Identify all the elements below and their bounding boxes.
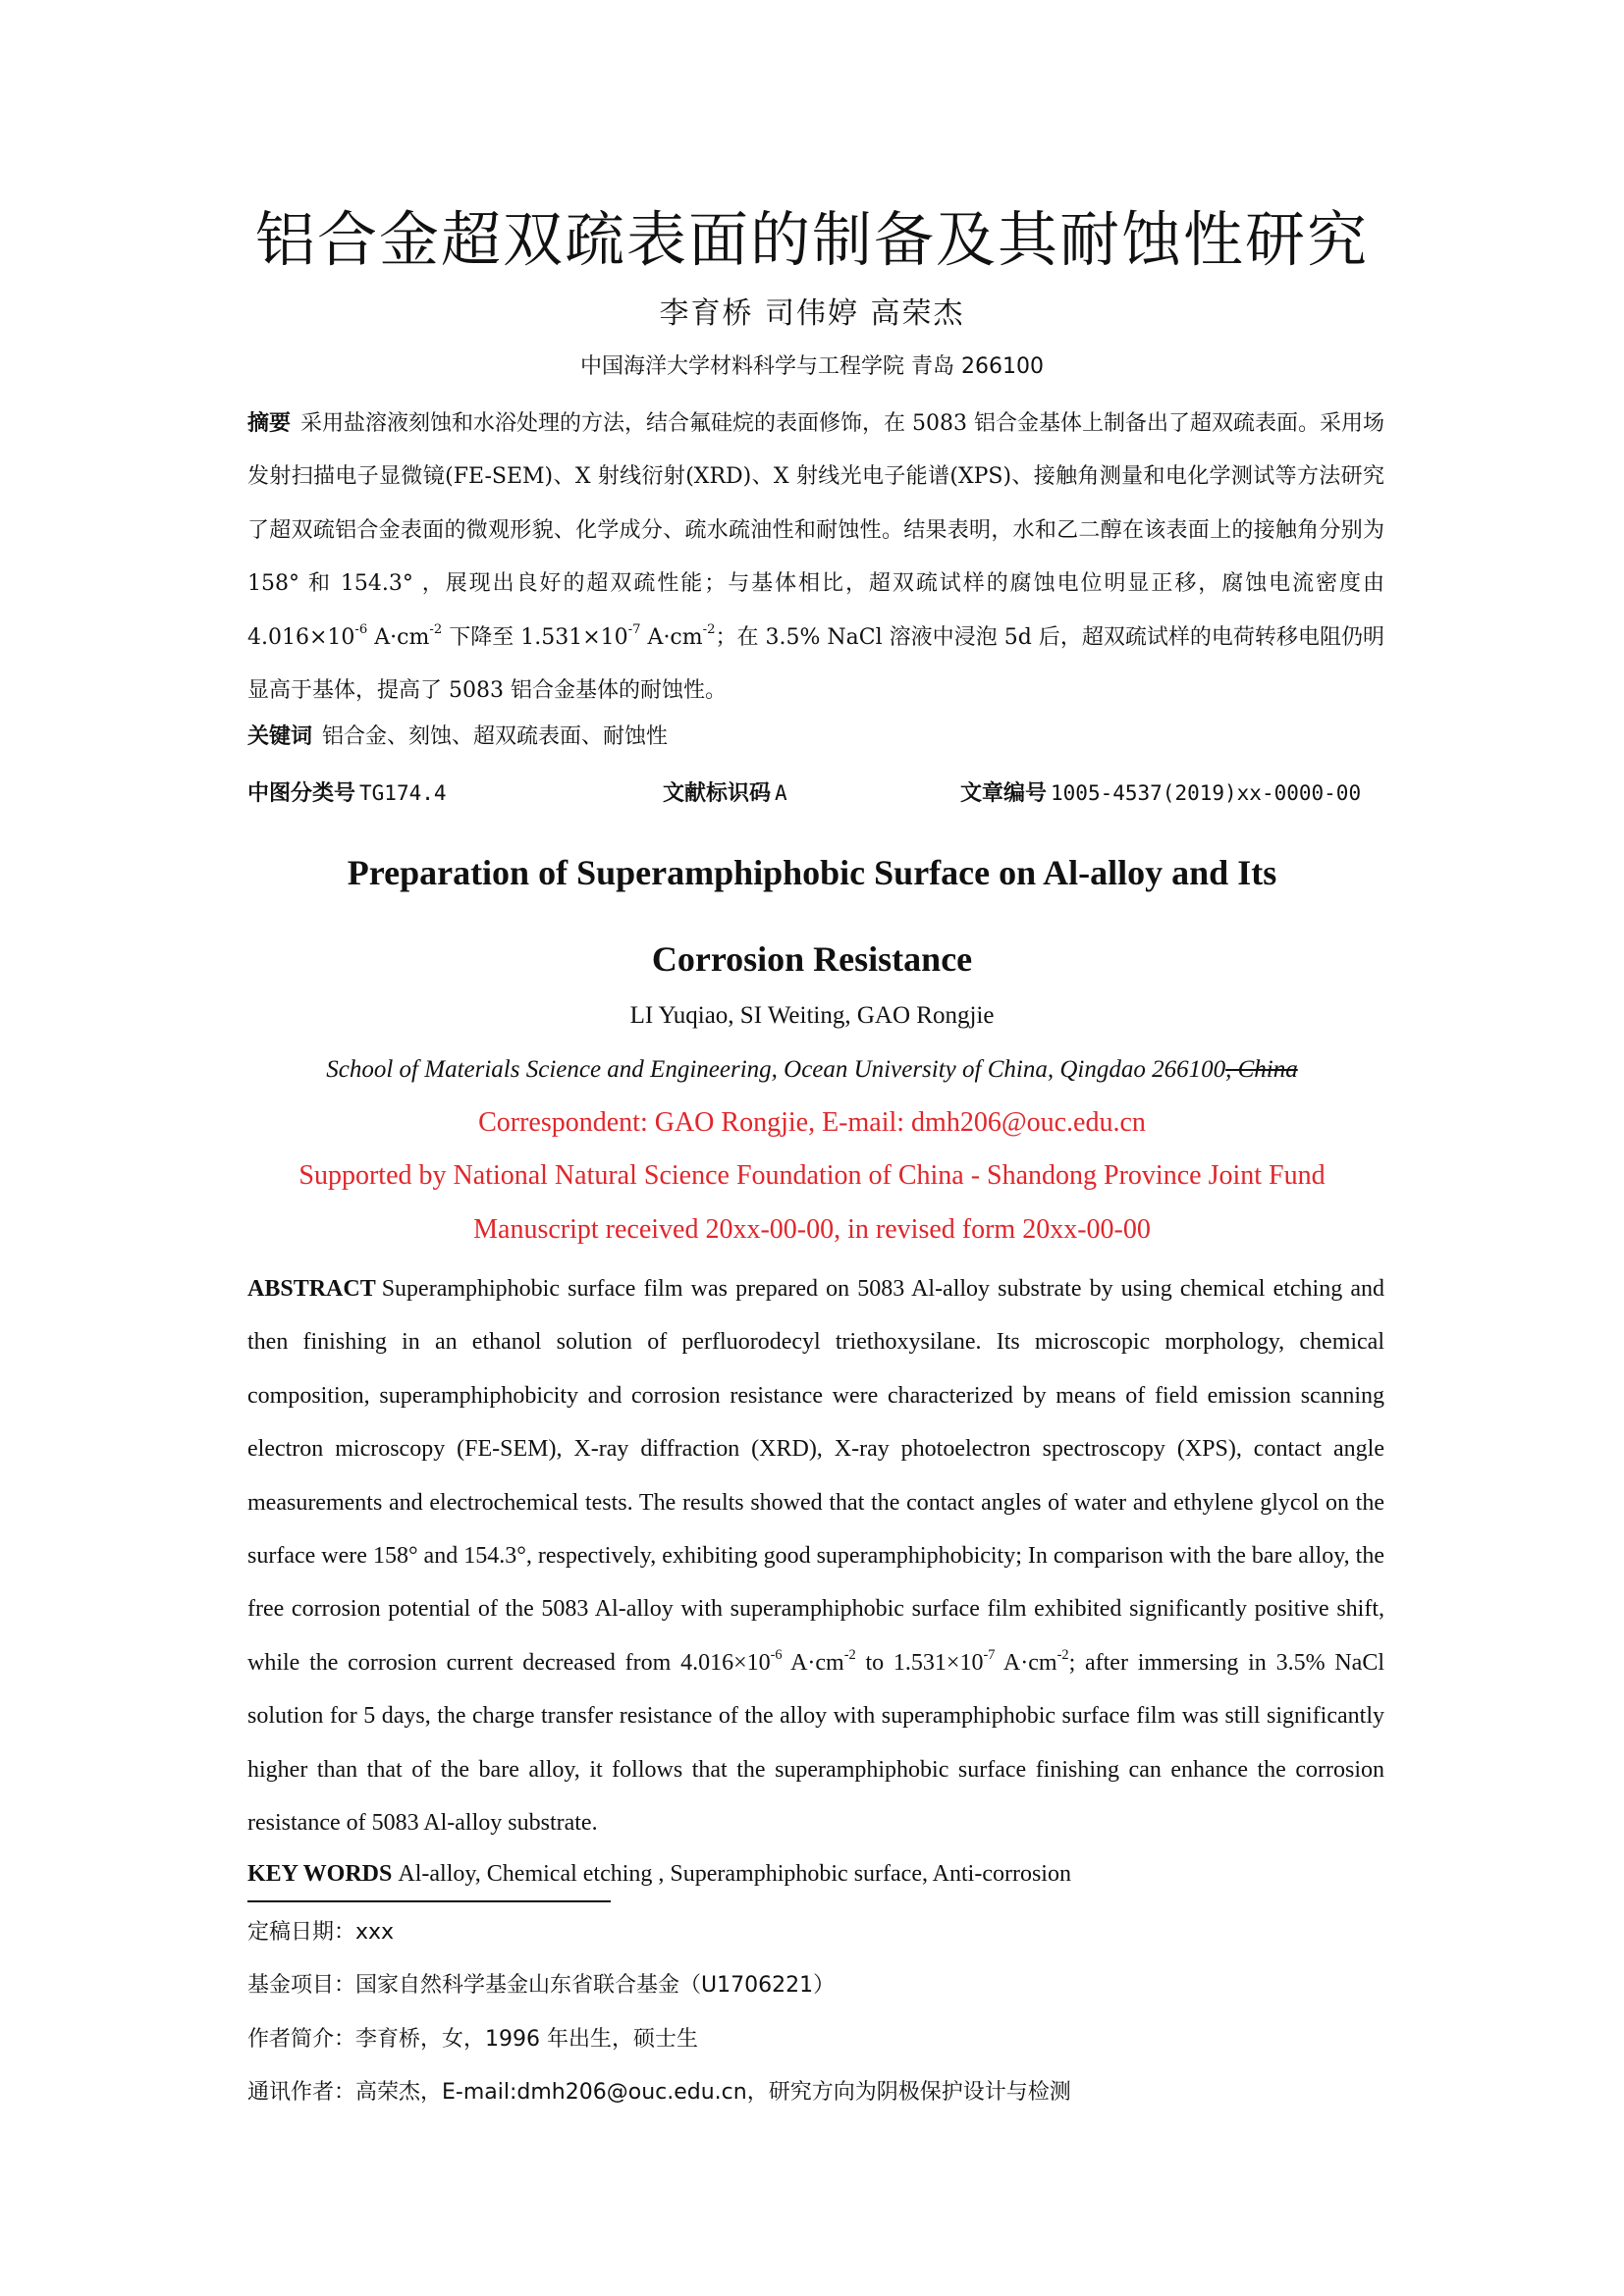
exponent: -6 [770, 1646, 783, 1663]
english-affiliation [0, 1050, 1624, 1090]
chinese-affiliation: 中国海洋大学材料科学与工程学院 青岛 266100 [580, 354, 1044, 379]
exponent: -6 [354, 622, 368, 638]
english-title [0, 829, 1624, 1002]
footnote-finalized-date [247, 1906, 1384, 1959]
classification-line [247, 774, 1384, 813]
clc-field [247, 774, 447, 814]
chinese-keywords [247, 718, 1384, 757]
chinese-abstract-text: 下降至 1.531×10 [442, 624, 628, 650]
exponent: -2 [843, 1646, 856, 1663]
english-abstract-text: A·cm [782, 1649, 844, 1676]
english-abstract [247, 1262, 1384, 1849]
chinese-abstract-text: A·cm [367, 624, 430, 650]
english-abstract-text: ; after immersing in 3.5% NaCl solution for 5 days, the charge transfer resistance of the alloy with superamphiphobic surface film was still significantly higher than that of the bare alloy, it follows that the superamphiphobic surface finishing can enhance the corrosion resistance of 5083 Al-alloy substrate. [247, 1649, 1384, 1837]
chinese-keywords-text: 铝合金、刻蚀、超双疏表面、耐蚀性 [322, 724, 669, 749]
chinese-abstract-label: 摘要 [247, 411, 292, 436]
footnote-label: 通讯作者： [247, 2080, 356, 2106]
english-affiliation-text: School of Materials Science and Engineering, Ocean University of China, Qingdao 266100 [326, 1056, 1226, 1083]
english-keywords [247, 1854, 1384, 1894]
chinese-abstract-text: A·cm [640, 624, 703, 650]
footnote-value: 高荣杰，E-mail:dmh206@ouc.edu.cn，研究方向为阴极保护设计与检测 [355, 2080, 1071, 2106]
english-abstract-text: Superamphiphobic surface film was prepared on 5083 Al-alloy substrate by using chemical etching and then finishing in an ethanol solution of perfluorodecyl triethoxysilane. Its microscopic morphology, chemical composition, superamphiphobicity and corrosion resistance were characterized by means of field emission scanning electron microscopy (FE-SEM), X-ray diffraction (XRD), X-ray photoelectron spectroscopy (XPS), contact angle measurements and electrochemical tests. The results showed that the contact angles of water and ethylene glycol on the surface were 158° and 154.3°, respectively, exhibiting good superamphiphobicity; In comparison with the bare alloy, the free corrosion potential of the 5083 Al-alloy with superamphiphobic surface film exhibited significantly positive shift, while the corrosion current decreased from 4.016×10 [247, 1276, 1384, 1676]
doc-code-field [663, 774, 787, 814]
exponent: -7 [983, 1646, 996, 1663]
clc-label: 中图分类号 [247, 781, 356, 806]
footnote-label: 基金项目： [247, 1973, 356, 1999]
chinese-keywords-label: 关键词 [247, 724, 313, 749]
doc-code-value: A [775, 781, 787, 805]
english-abstract-text: A·cm [995, 1649, 1057, 1676]
article-number-field [960, 774, 1361, 814]
struck-country: , China [1225, 1056, 1298, 1083]
footnote-label: 作者简介： [247, 2026, 356, 2052]
chinese-title: 铝合金超双疏表面的制备及其耐蚀性研究 [254, 205, 1369, 275]
footnote-divider [247, 1900, 611, 1902]
english-keywords-text: Al-alloy, Chemical etching , Superamphiphobic surface, Anti-corrosion [398, 1861, 1071, 1887]
chinese-abstract-text: 采用盐溶液刻蚀和水浴处理的方法，结合氟硅烷的表面修饰，在 5083 铝合金基体上制备出了超双疏表面。采用场发射扫描电子显微镜(FE-SEM)、X 射线衍射(XRD)、X 射线光电子能谱(XPS)、接触角测量和电化学测试等方法研究了超双疏铝合金表面的微观形貌、化学成分、疏水疏油性和耐蚀性。结果表明，水和乙二醇在该表面上的接触角分别为 158° 和 154.3° ，展现出良好的超双疏性能；与基体相比，超双疏试样的腐蚀电位明显正移，腐蚀电流密度由 4.016×10 [247, 411, 1384, 650]
footnote-label: 定稿日期： [247, 1920, 356, 1945]
footnote-value: 李育桥，女，1996 年出生，硕士生 [355, 2026, 698, 2052]
english-authors: LI Yuqiao, SI Weiting, GAO Rongjie [629, 1002, 995, 1029]
doc-code-label: 文献标识码 [663, 781, 772, 806]
footnote-value: 国家自然科学基金山东省联合基金（U1706221） [355, 1973, 836, 1999]
english-abstract-text: to 1.531×10 [855, 1649, 984, 1676]
english-keywords-label: KEY WORDS [247, 1861, 393, 1887]
correspondent-line: Correspondent: GAO Rongjie, E-mail: dmh206@ouc.edu.cn [478, 1107, 1146, 1138]
article-number-value: 1005-4537(2019)xx-0000-00 [1051, 781, 1362, 805]
exponent: -2 [1056, 1646, 1069, 1663]
english-abstract-label: ABSTRACT [247, 1276, 376, 1302]
chinese-authors: 李育桥 司伟婷 高荣杰 [659, 296, 965, 331]
clc-value: TG174.4 [359, 781, 447, 805]
footnote-funding [247, 1959, 1384, 2012]
footnotes [247, 1906, 1384, 2120]
english-title-line2: Corrosion Resistance [651, 939, 973, 979]
support-line: Supported by National Natural Science Foundation of China - Shandong Province Joint Fund [298, 1160, 1326, 1191]
footnote-author-bio [247, 2013, 1384, 2066]
english-title-line1: Preparation of Superamphiphobic Surface on Al-alloy and Its [347, 853, 1277, 892]
footnote-value: xxx [355, 1920, 395, 1945]
footnote-corresponding-author [247, 2066, 1384, 2119]
chinese-abstract-text: ；在 3.5% NaCl 溶液中浸泡 5d 后，超双疏试样的电荷转移电阻仍明显高于基体，提高了 5083 铝合金基体的耐蚀性。 [247, 624, 1384, 704]
exponent: -7 [627, 622, 641, 638]
received-line: Manuscript received 20xx-00-00, in revised form 20xx-00-00 [473, 1214, 1151, 1245]
article-number-label: 文章编号 [960, 781, 1048, 806]
exponent: -2 [702, 622, 716, 638]
chinese-abstract [247, 398, 1384, 718]
exponent: -2 [429, 622, 443, 638]
